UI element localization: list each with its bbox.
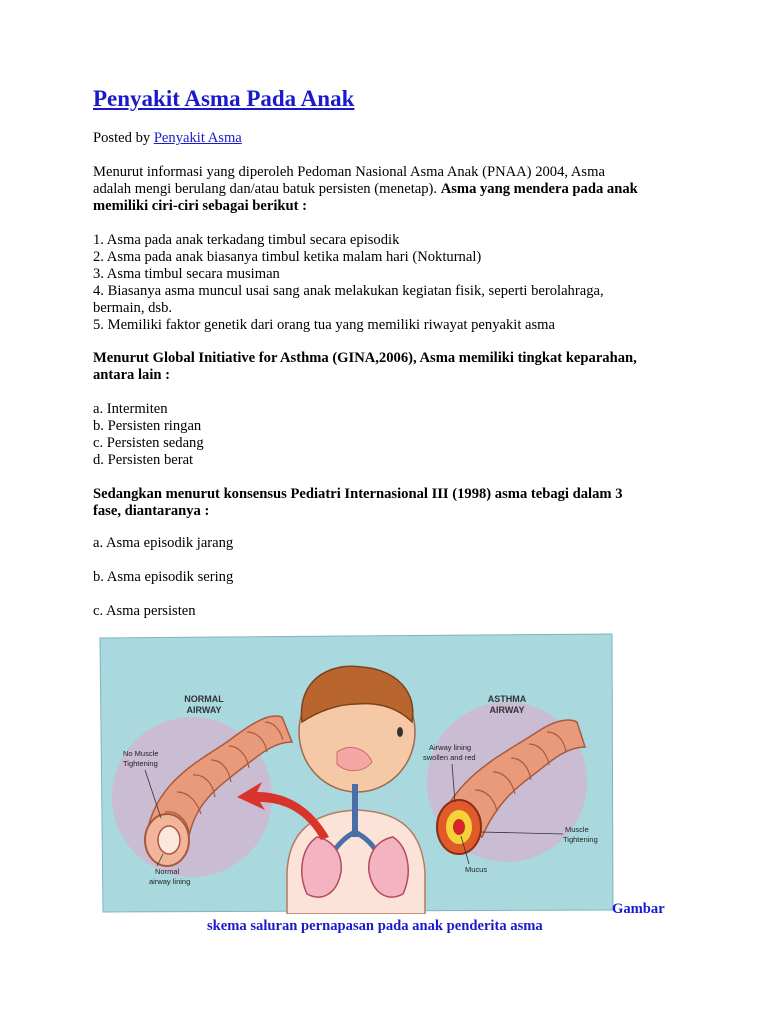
- normal-title-1: NORMAL: [184, 694, 224, 704]
- list-item: d. Persisten berat: [93, 452, 194, 468]
- normal-lining-label-2: airway lining: [149, 877, 191, 886]
- list-item: c. Persisten sedang: [93, 435, 204, 451]
- list-item: 3. Asma timbul secara musiman: [93, 266, 280, 282]
- author-link[interactable]: Penyakit Asma: [153, 130, 242, 146]
- intro-line-2: [93, 181, 638, 198]
- posted-prefix: Posted by: [93, 130, 154, 146]
- normal-lining-label-1: Normal: [155, 867, 180, 876]
- airway-illustration: [97, 632, 615, 914]
- caption-line-1: Gambar: [612, 901, 665, 917]
- list-item: b. Persisten ringan: [93, 418, 202, 434]
- list-item: bermain, dsb.: [93, 300, 173, 316]
- pediatri-heading-1: Sedangkan menurut konsensus Pediatri Internasional III (1998) asma tebagi dalam 3: [93, 486, 623, 502]
- asthma-title-1: ASTHMA: [487, 694, 527, 704]
- list-item: b. Asma episodik sering: [93, 569, 234, 585]
- intro-line-1: Menurut informasi yang diperoleh Pedoman Nasional Asma Anak (PNAA) 2004, Asma: [93, 164, 605, 180]
- mucus-label: Mucus: [465, 865, 488, 874]
- intro-bold: Asma yang mendera pada anak: [440, 181, 638, 197]
- caption-line-2: skema saluran pernapasan pada anak penderita asma: [207, 918, 543, 934]
- muscle-tight-label-2: Tightening: [563, 835, 598, 844]
- posted-by-line: [93, 130, 242, 147]
- lining-swollen-label-1: Airway lining: [429, 743, 472, 752]
- gina-heading-2: antara lain :: [93, 367, 171, 383]
- intro-line-3: memiliki ciri-ciri sebagai berikut :: [93, 198, 308, 214]
- page-title[interactable]: Penyakit Asma Pada Anak: [93, 86, 355, 111]
- list-item: 5. Memiliki faktor genetik dari orang tua yang memiliki riwayat penyakit asma: [93, 317, 556, 333]
- list-item: 2. Asma pada anak biasanya timbul ketika malam hari (Nokturnal): [93, 249, 482, 265]
- pediatri-heading-2: fase, diantaranya :: [93, 503, 210, 519]
- normal-title-2: AIRWAY: [186, 705, 222, 715]
- no-muscle-label-1: No Muscle: [123, 749, 159, 758]
- asthma-title-2: AIRWAY: [489, 705, 525, 715]
- list-item: 1. Asma pada anak terkadang timbul secara episodik: [93, 232, 400, 248]
- no-muscle-label-2: Tightening: [123, 759, 158, 768]
- muscle-tight-label-1: Muscle: [565, 825, 589, 834]
- list-item: c. Asma persisten: [93, 603, 196, 619]
- lining-swollen-label-2: swollen and red: [423, 753, 476, 762]
- list-item: a. Intermiten: [93, 401, 168, 417]
- intro-plain: adalah mengi berulang dan/atau batuk persisten (menetap).: [93, 181, 441, 197]
- list-item: a. Asma episodik jarang: [93, 535, 234, 551]
- list-item: 4. Biasanya asma muncul usai sang anak melakukan kegiatan fisik, seperti berolahraga,: [93, 283, 604, 299]
- gina-heading-1: Menurut Global Initiative for Asthma (GINA,2006), Asma memiliki tingkat keparahan,: [93, 350, 637, 366]
